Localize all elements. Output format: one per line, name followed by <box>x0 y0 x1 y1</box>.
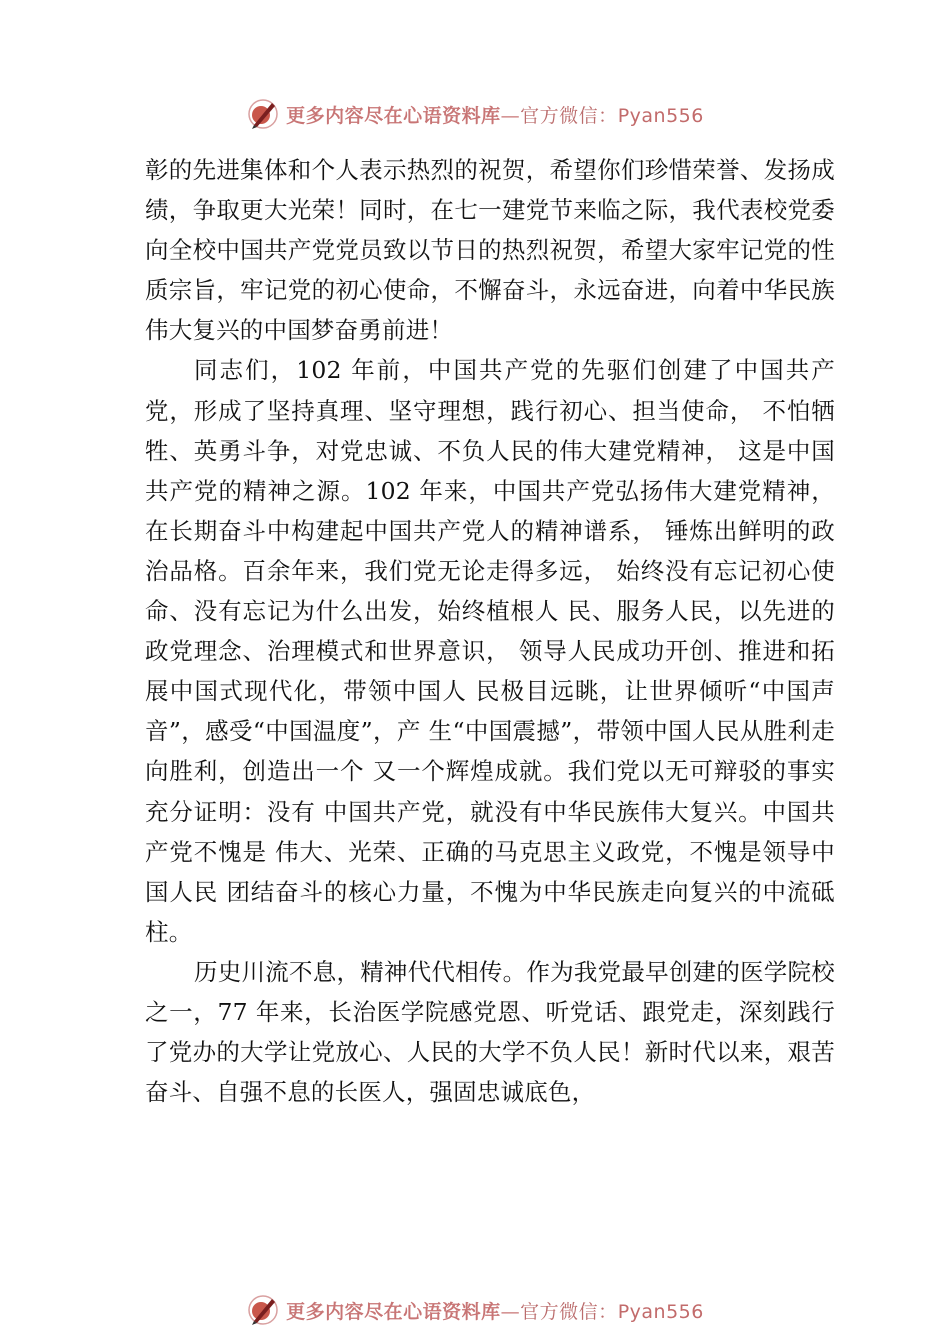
header-watermark <box>0 94 950 134</box>
pen-logo-icon <box>246 97 280 131</box>
watermark-dash: — <box>500 1300 521 1323</box>
paragraph-1: 彰的先进集体和个人表示热烈的祝贺，希望你们珍惜荣誉、发扬成绩，争取更大光荣！同时，在七一建党节来临之际，我代表校党委向全校中国共产党党员致以节日的热烈祝贺，希望大家牢记党的性质宗旨，牢记党的初心使命，不懈奋斗，永远奋进，向着中华民族伟大复兴的中国梦奋勇前进！ <box>145 156 835 345</box>
watermark-site-text: 更多内容尽在心语资料库 <box>286 1300 501 1323</box>
watermark-dash: — <box>500 104 521 127</box>
watermark-label: 官方微信： <box>520 1300 618 1323</box>
watermark-text <box>286 1297 704 1324</box>
pen-logo-icon <box>246 1293 280 1327</box>
footer-watermark <box>0 1290 950 1330</box>
watermark-site-text: 更多内容尽在心语资料库 <box>286 104 501 127</box>
document-body <box>145 150 835 1112</box>
watermark-wechat-id: Pyan556 <box>617 104 704 127</box>
watermark-text <box>286 101 704 128</box>
paragraph-2: 同志们，102 年前，中国共产党的先驱们创建了中国共产党，形成了坚持真理、坚守理想，践行初心、担当使命， 不怕牺牲、英勇斗争，对党忠诚、不负人民的伟大建党精神， 这是中国共产党的精神之源。102 年来，中国共产党弘扬伟大建党精神，在长期奋斗中构建起中国共产党人的精神谱系， 锤炼出鲜明的政治品格。百余年来，我们党无论走得多远， 始终没有忘记初心使命、没有忘记为什么出发，始终植根人 民、服务人民，以先进的政党理念、治理模式和世界意识， 领导人民成功开创、推进和拓展中国式现代化，带领中国人 民极目远眺，让世界倾听“中国声音”，感受“中国温度”，产 生“中国震撼”，带领中国人民从胜利走向胜利，创造出一个 又一个辉煌成就。我们党以无可辩驳的事实充分证明：没有 中国共产党，就没有中华民族伟大复兴。中国共产党不愧是 伟大、光荣、正确的马克思主义政党，不愧是领导中国人民 团结奋斗的核心力量，不愧为中华民族走向复兴的中流砥柱。 <box>145 356 835 946</box>
watermark-wechat-id: Pyan556 <box>617 1300 704 1323</box>
watermark-label: 官方微信： <box>520 104 618 127</box>
paragraph-3: 历史川流不息，精神代代相传。作为我党最早创建的医学院校之一，77 年来，长治医学院感党恩、听党话、跟党走，深刻践行了党办的大学让党放心、人民的大学不负人民！新时代以来，艰苦奋斗、自强不息的长医人，强固忠诚底色， <box>145 957 835 1107</box>
